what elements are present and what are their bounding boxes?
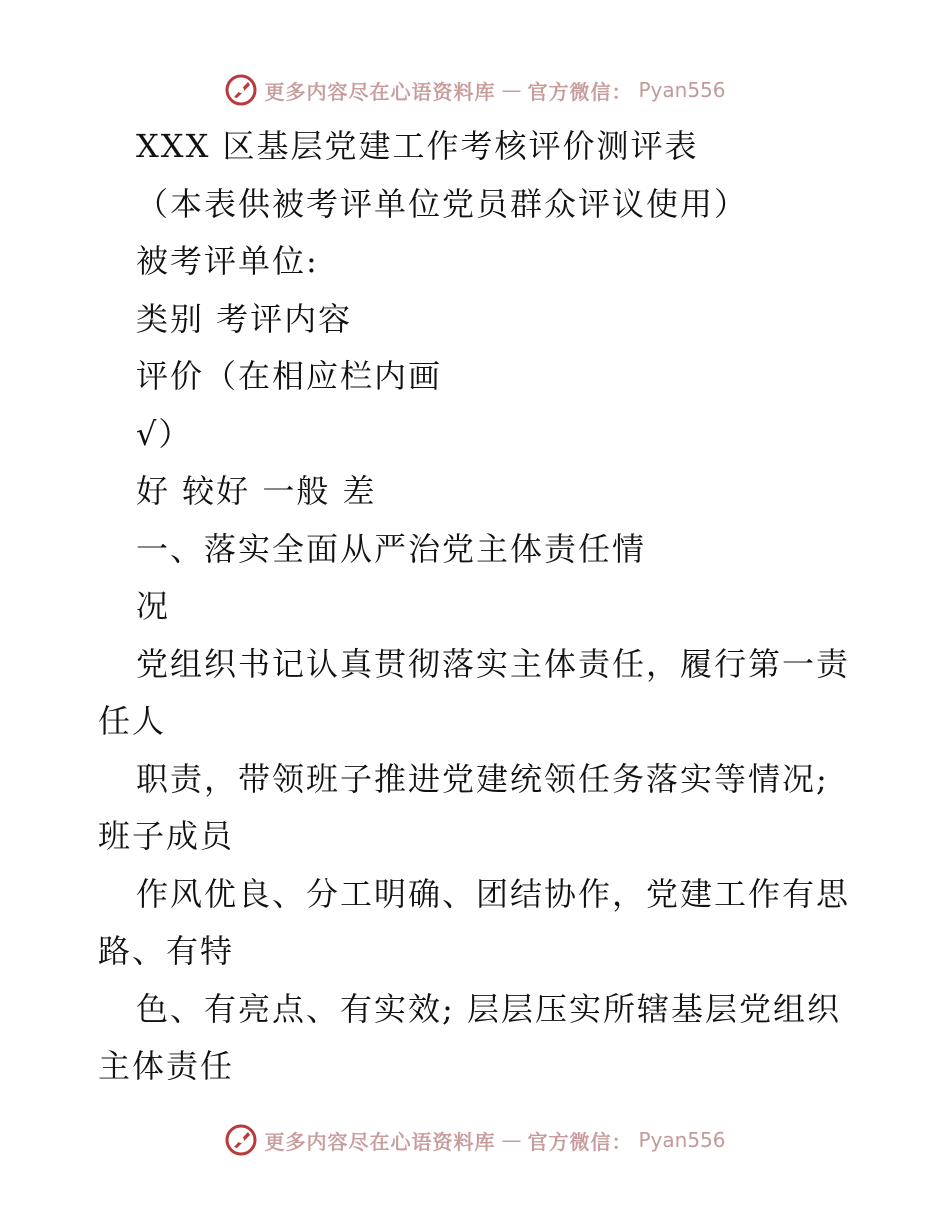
- evaluated-unit-label: 被考评单位:: [136, 242, 319, 280]
- document-body: [98, 118, 858, 1096]
- section-heading-1: 一、落实全面从严治党主体责任情: [136, 529, 647, 568]
- paragraph-line: 班子成员: [98, 817, 235, 855]
- watermark-text: 更多内容尽在心语资料库: [264, 79, 496, 104]
- watermark-id: Pyan556: [638, 1128, 726, 1152]
- column-header-evaluation-cont: √）: [136, 414, 193, 453]
- paragraph-line: 作风优良、分工明确、团结协作，党建工作有思: [136, 874, 851, 913]
- quill-logo-icon: [224, 1123, 258, 1157]
- watermark-footer: [0, 1120, 950, 1160]
- paragraph-line: 党组织书记认真贯彻落实主体责任，履行第一责: [136, 644, 851, 683]
- document-subtitle: （本表供被考评单位党员群众评议使用）: [136, 184, 749, 223]
- paragraph-line: 主体责任: [98, 1047, 235, 1085]
- watermark-header: [0, 70, 950, 110]
- column-header-category: 类别 考评内容: [136, 299, 353, 338]
- watermark-id: Pyan556: [638, 78, 726, 102]
- watermark-label: 官方微信：: [527, 1129, 633, 1154]
- rating-options: 好 较好 一般 差: [136, 472, 377, 510]
- document-title: XXX 区基层党建工作考核评价测评表: [136, 127, 699, 165]
- column-header-evaluation: 评价（在相应栏内画: [136, 357, 443, 395]
- section-heading-1-cont: 况: [136, 587, 171, 625]
- watermark-dash: —: [501, 78, 522, 102]
- paragraph-line: 色、有亮点、有实效; 层层压实所辖基层党组织: [136, 989, 841, 1028]
- paragraph-line: 路、有特: [98, 932, 235, 970]
- paragraph-line: 职责，带领班子推进党建统领任务落实等情况;: [136, 759, 829, 798]
- watermark-text: 更多内容尽在心语资料库: [264, 1129, 496, 1154]
- paragraph-line: 任人: [98, 702, 167, 740]
- watermark-label: 官方微信：: [527, 79, 633, 104]
- watermark-dash: —: [501, 1128, 522, 1152]
- quill-logo-icon: [224, 73, 258, 107]
